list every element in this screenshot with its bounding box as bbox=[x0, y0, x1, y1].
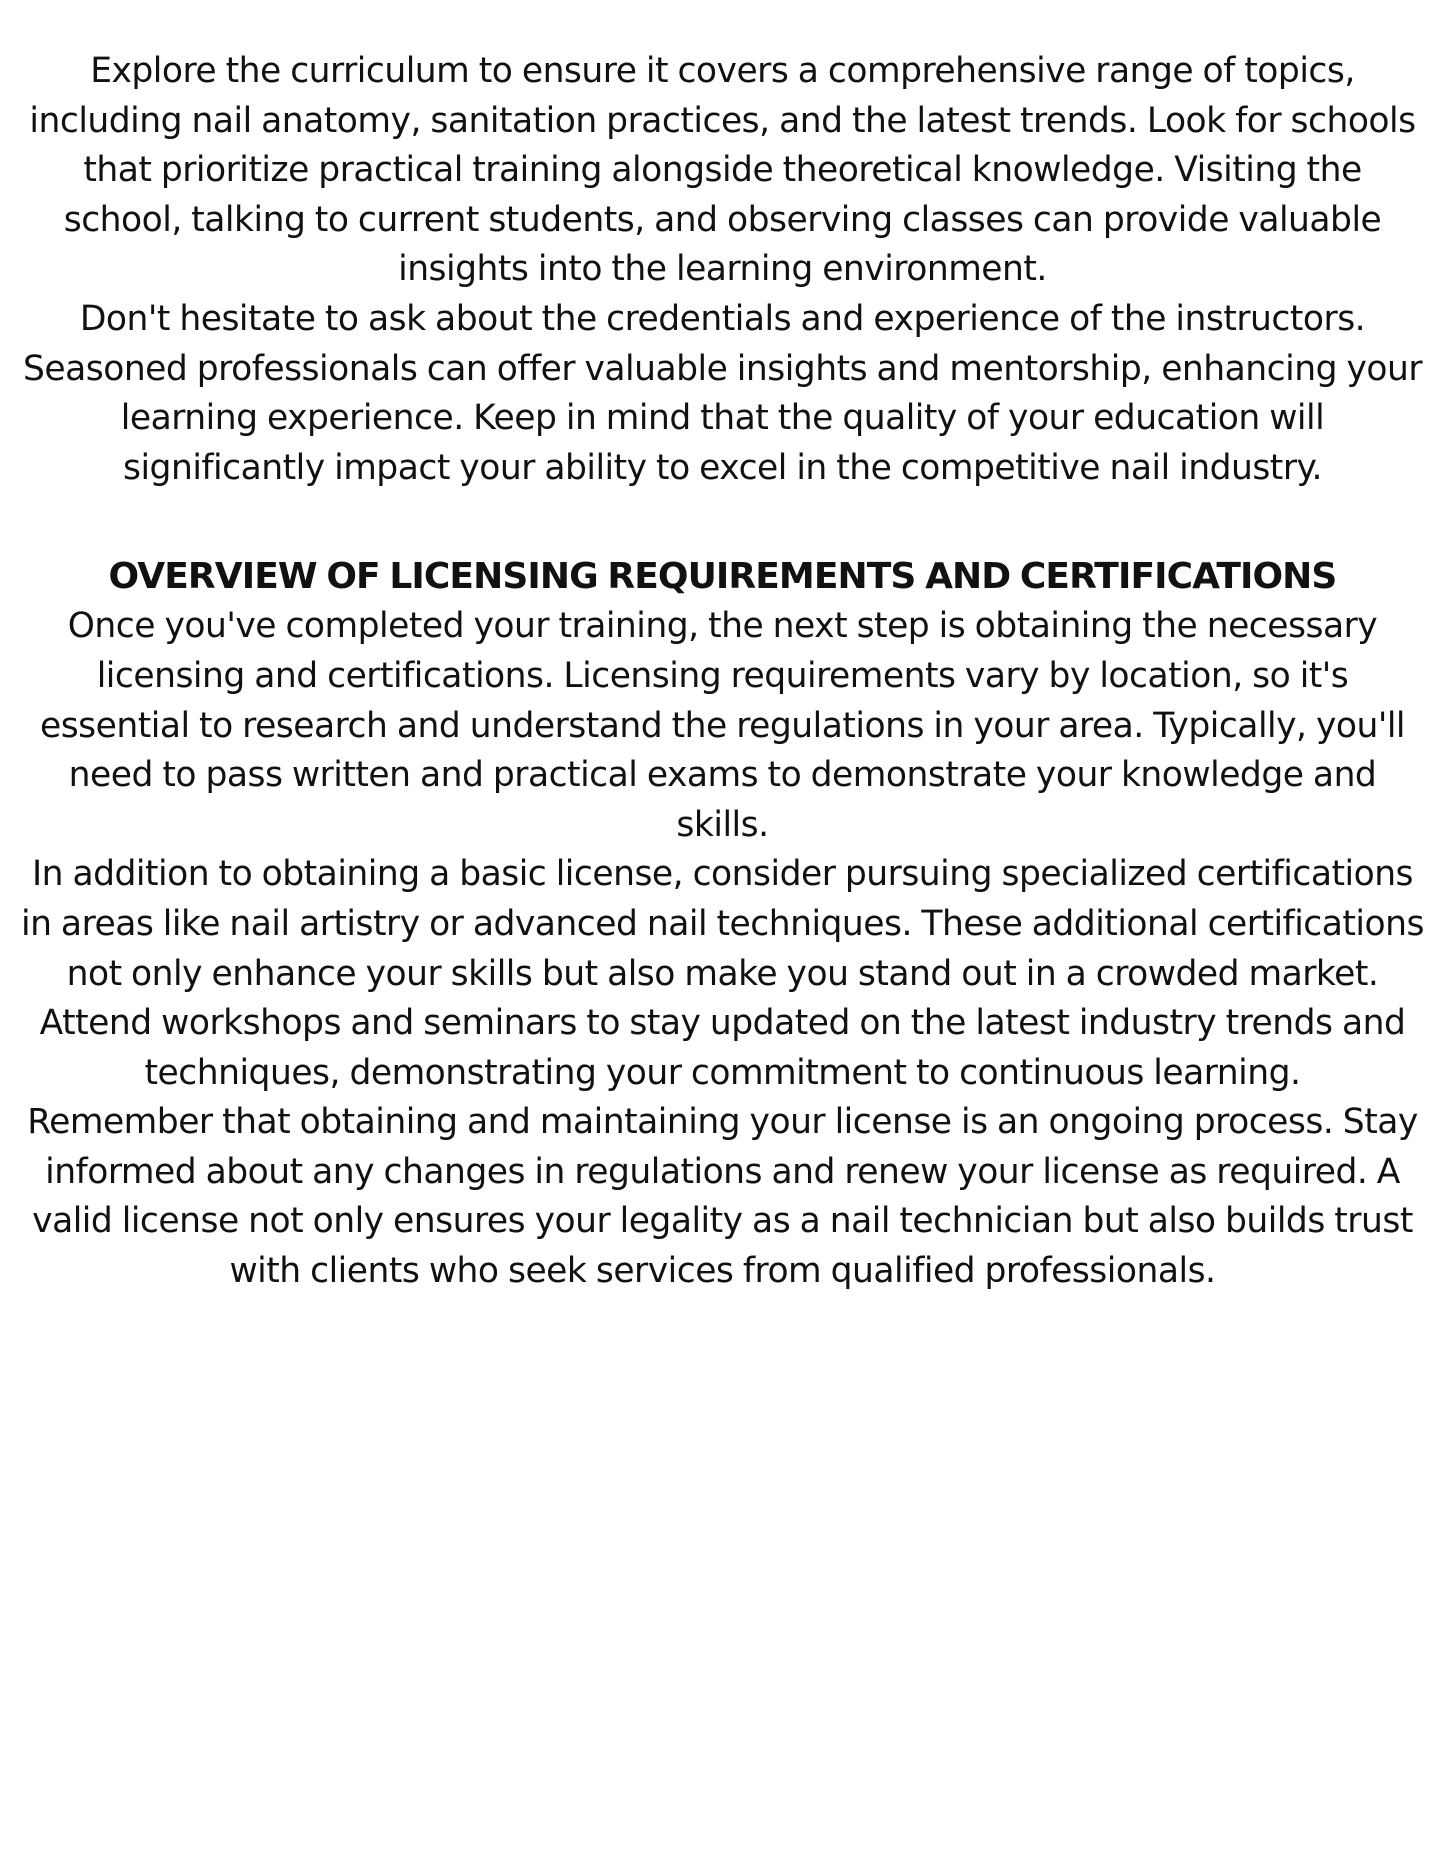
section-heading: OVERVIEW OF LICENSING REQUIREMENTS AND CERTIFICATIONS bbox=[108, 556, 1337, 598]
section-paragraph-licensing: Once you've completed your training, the next step is obtaining the necessary licensing and certifications. Licensing requirements vary by location, so it's essential to research and understand the regulations in your area. Typically, you'll need to pass written and practical exams to demonstrate your knowledge and skills. bbox=[39, 606, 1406, 845]
intro-paragraph-instructors: Don't hesitate to ask about the credentials and experience of the instructors. Seasoned professionals can offer valuable insights and mentorship, enhancing your learning experience. Keep in mind that the quality of your education will significantly impact your ability to excel in the competitive nail industry. bbox=[22, 298, 1423, 488]
page-content bbox=[20, 47, 1425, 1297]
intro-paragraph-curriculum: Explore the curriculum to ensure it covers a comprehensive range of topics, including nail anatomy, sanitation practices, and the latest trends. Look for schools that prioritize practical training alongside theoretical knowledge. Visiting the school, talking to current students, and observing classes can provide valuable insights into the learning environment. bbox=[29, 51, 1416, 290]
section-paragraph-renewal: Remember that obtaining and maintaining your license is an ongoing process. Stay informed about any changes in regulations and renew your license as required. A valid license not only ensures your legality as a nail technician but also builds trust with clients who seek services from qualified professionals. bbox=[27, 1102, 1418, 1292]
section-paragraph-certifications: In addition to obtaining a basic license, consider pursuing specialized certifications in areas like nail artistry or advanced nail techniques. These additional certifications not only enhance your skills but also make you stand out in a crowded market. Attend workshops and seminars to stay updated on the latest industry trends and techniques, demonstrating your commitment to continuous learning. bbox=[21, 854, 1424, 1093]
